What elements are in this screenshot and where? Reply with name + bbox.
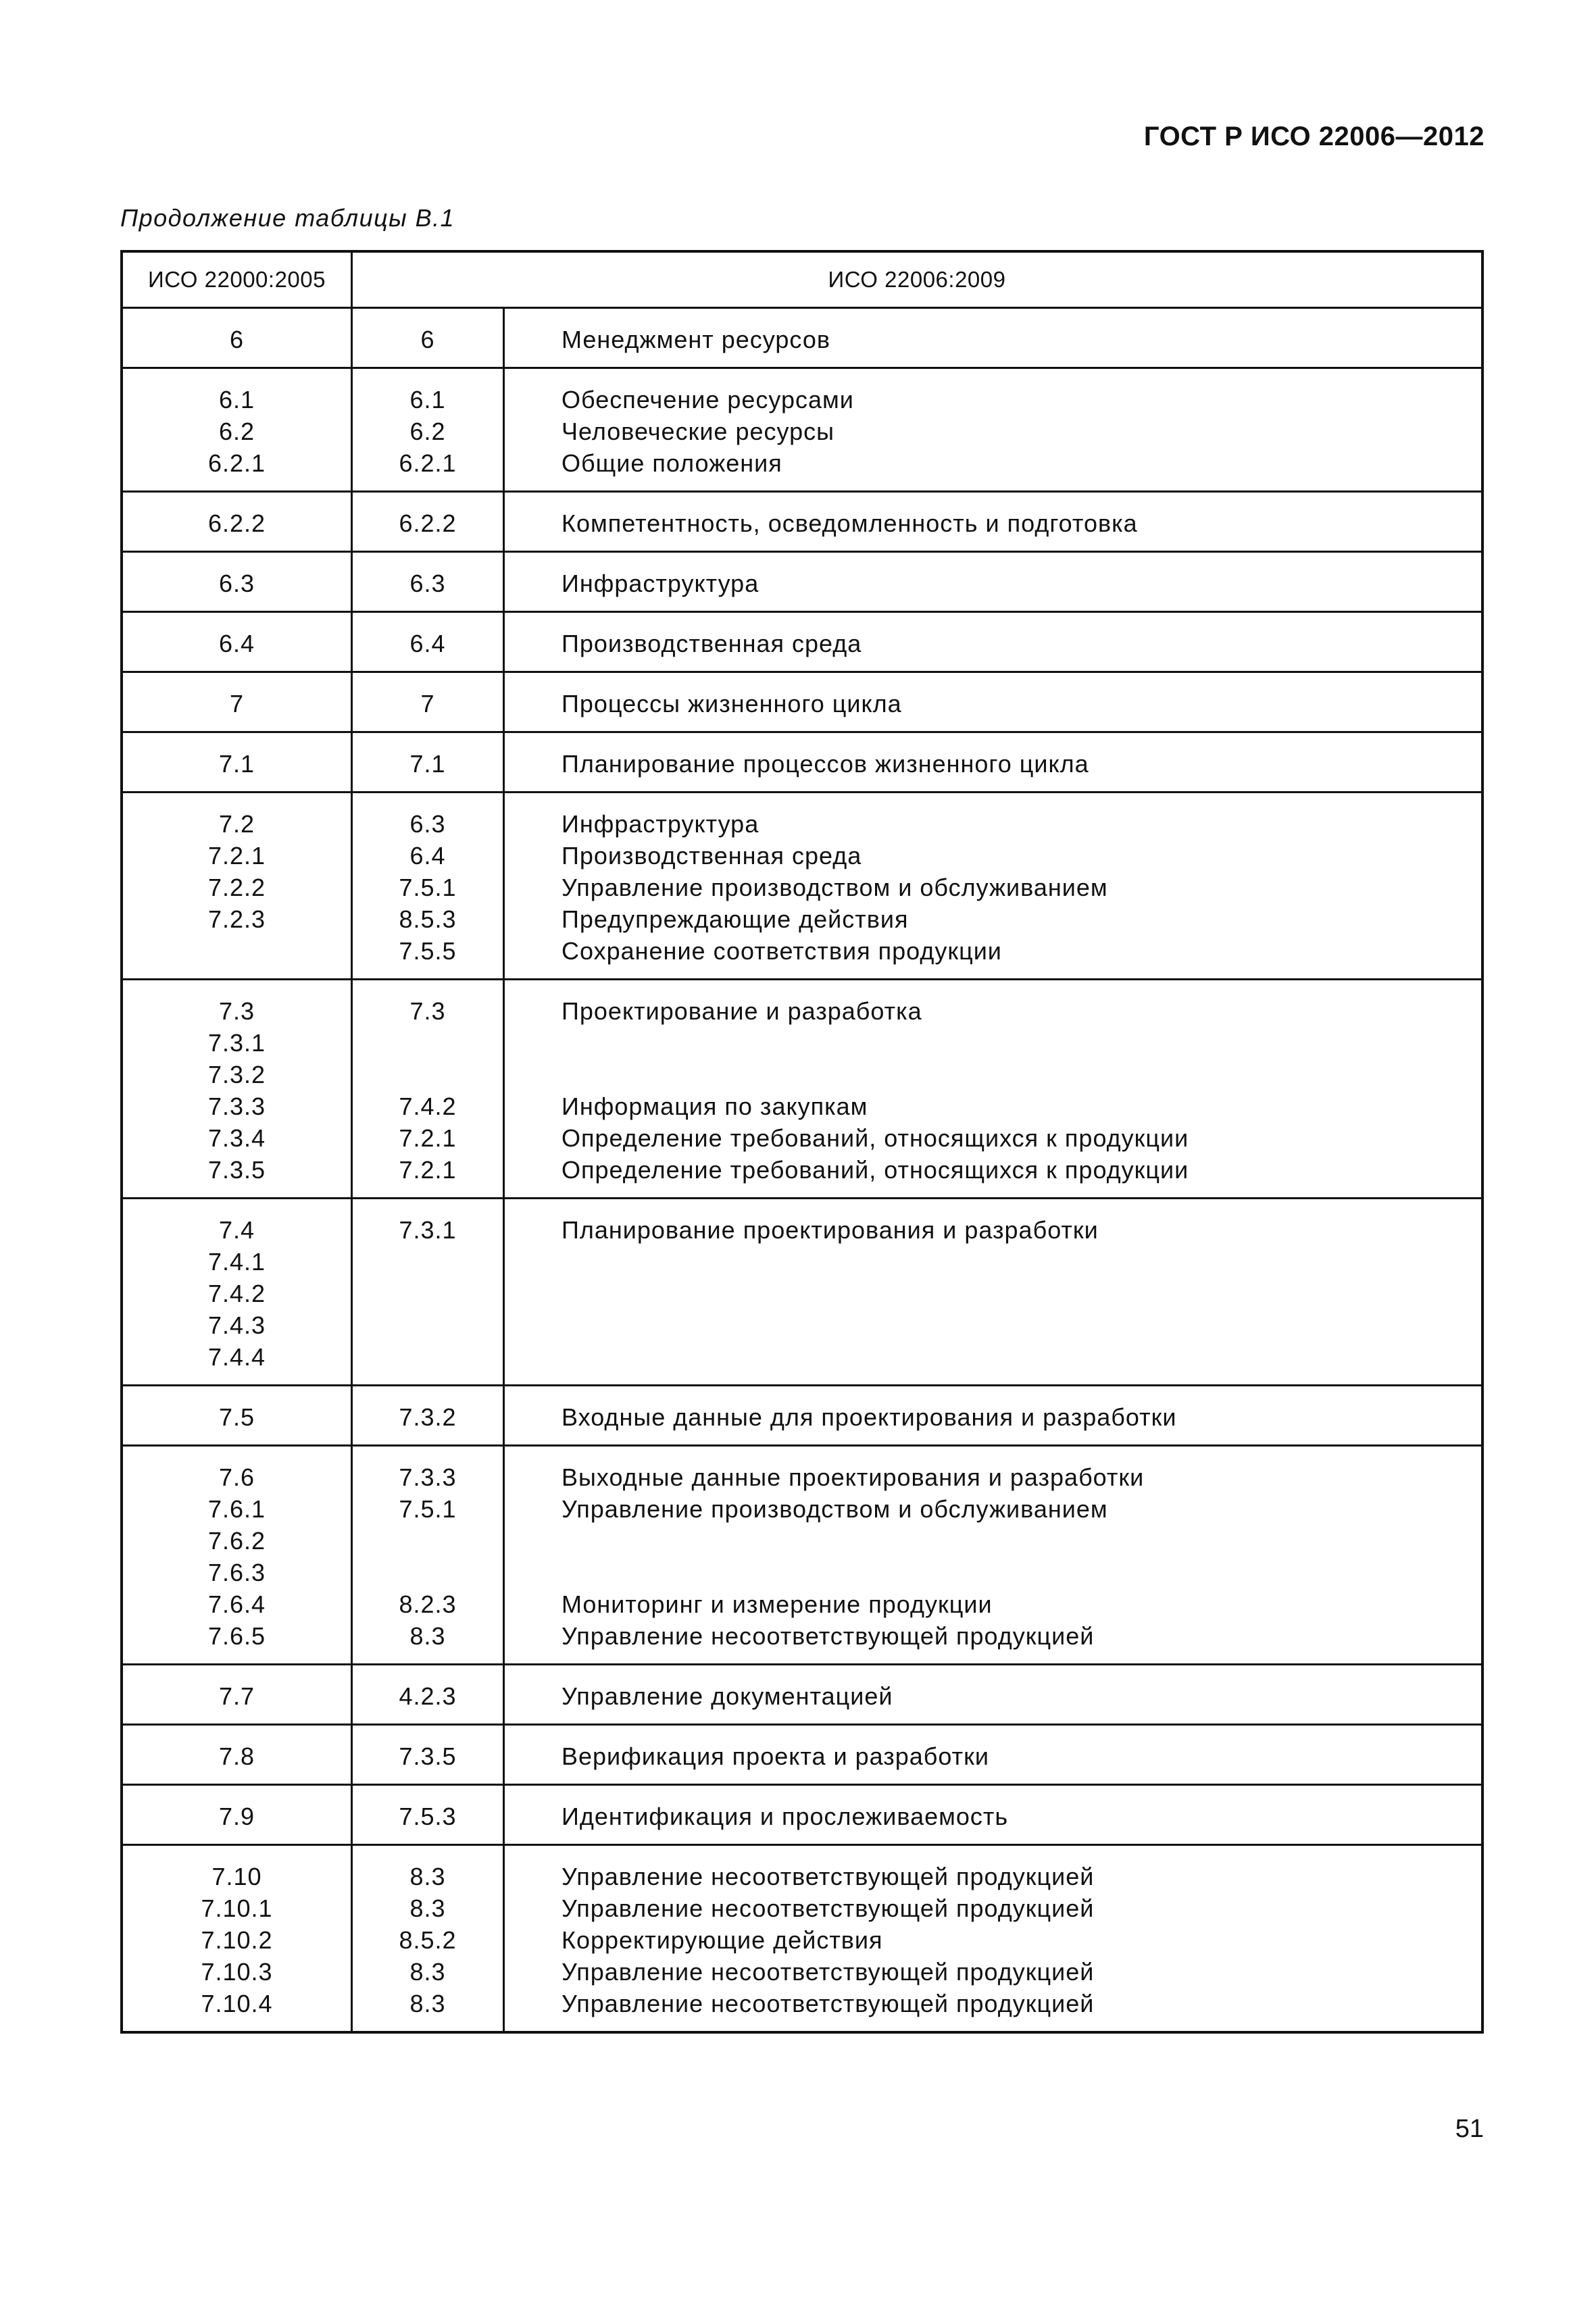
iso-22006-clause-cell <box>352 552 504 612</box>
cell-line: 6.3 <box>218 570 255 597</box>
table-row <box>122 368 1482 492</box>
cell-line: 7.4.2 <box>207 1280 266 1307</box>
cell-line: 6.2 <box>218 418 255 445</box>
table-row <box>122 612 1482 672</box>
iso-22006-clause-cell <box>352 612 504 672</box>
clause-title-cell <box>504 1199 1483 1386</box>
cell-line: 7.5.3 <box>399 1803 457 1830</box>
cell-line: 7.2.1 <box>207 842 266 870</box>
cell-line: Процессы жизненного цикла <box>562 690 902 718</box>
cell-line <box>353 1278 503 1309</box>
cell-line <box>562 1557 1480 1588</box>
cell-line: 7.4.2 <box>399 1092 457 1120</box>
iso-22006-clause-cell <box>352 1199 504 1386</box>
cell-line: Входные данные для проектирования и разработки <box>562 1403 1177 1431</box>
cell-line: Менеджмент ресурсов <box>562 326 830 353</box>
iso-22000-clause-cell <box>122 1386 352 1446</box>
iso-22006-clause-cell <box>352 308 504 368</box>
correspondence-table <box>120 250 1484 2034</box>
cell-line: Мониторинг и измерение продукции <box>562 1590 993 1618</box>
cell-line: 7.2.1 <box>399 1156 457 1184</box>
iso-22006-clause-cell <box>352 1725 504 1785</box>
iso-22006-clause-cell <box>352 368 504 492</box>
table-row <box>122 793 1482 980</box>
iso-22006-clause-cell <box>352 1446 504 1665</box>
iso-22006-clause-cell <box>352 1845 504 2033</box>
cell-line: 7.10.2 <box>201 1926 273 1954</box>
cell-line <box>562 1278 1480 1309</box>
cell-line: Управление производством и обслуживанием <box>562 874 1108 901</box>
cell-line: Предупреждающие действия <box>562 905 909 933</box>
cell-line: Определение требований, относящихся к продукции <box>562 1156 1189 1184</box>
cell-line: Проектирование и разработка <box>562 997 922 1025</box>
iso-22000-clause-cell <box>122 793 352 980</box>
cell-line: Производственная среда <box>562 842 862 870</box>
iso-22000-clause-cell <box>122 980 352 1199</box>
cell-line: 7 <box>229 690 245 718</box>
table-caption: Продолжение таблицы В.1 <box>120 204 455 232</box>
table-row <box>122 732 1482 793</box>
cell-line: Управление несоответствующей продукцией <box>562 1990 1095 2017</box>
cell-line <box>353 1309 503 1341</box>
clause-title-cell <box>504 1386 1483 1446</box>
iso-22006-clause-cell <box>352 1785 504 1845</box>
table-row <box>122 492 1482 552</box>
cell-line: 6.1 <box>218 386 255 413</box>
table-body <box>122 308 1482 2033</box>
cell-line: 8.2.3 <box>399 1590 457 1618</box>
cell-line <box>353 1341 503 1373</box>
clause-title-cell <box>504 1725 1483 1785</box>
cell-line: 7.6.1 <box>207 1495 266 1523</box>
table-header-row <box>122 251 1482 308</box>
clause-title-cell <box>504 980 1483 1199</box>
cell-line: 7.3.4 <box>207 1124 266 1152</box>
cell-line <box>562 1246 1480 1278</box>
iso-22000-clause-cell <box>122 1446 352 1665</box>
iso-22000-clause-cell <box>122 492 352 552</box>
iso-22006-clause-cell <box>352 492 504 552</box>
cell-line: 7.5.1 <box>399 874 457 901</box>
cell-line: 7.6.3 <box>207 1559 266 1586</box>
cell-line: Компетентность, осведомленность и подготовка <box>562 509 1138 537</box>
cell-line: 4.2.3 <box>399 1682 457 1710</box>
clause-title-cell <box>504 552 1483 612</box>
cell-line: 7.4.3 <box>207 1311 266 1339</box>
cell-line: 6.4 <box>409 630 446 657</box>
clause-title-cell <box>504 368 1483 492</box>
cell-line <box>562 1309 1480 1341</box>
clause-title-cell <box>504 793 1483 980</box>
iso-22006-clause-cell <box>352 672 504 732</box>
cell-line: Человеческие ресурсы <box>562 418 834 445</box>
cell-line: 7.3.2 <box>399 1403 457 1431</box>
cell-line: Инфраструктура <box>562 570 759 597</box>
cell-line: 7.3 <box>409 997 446 1025</box>
cell-line <box>353 1246 503 1278</box>
cell-line: 7.9 <box>218 1803 255 1830</box>
cell-line: 7.3.1 <box>207 1029 266 1057</box>
cell-line: 6.2.1 <box>399 449 457 477</box>
cell-line: 6.3 <box>409 810 446 838</box>
cell-line: 7.3.5 <box>207 1156 266 1184</box>
cell-line: 7.4.4 <box>207 1343 266 1371</box>
cell-line: 8.3 <box>409 1990 446 2017</box>
table-row <box>122 1785 1482 1845</box>
cell-line: Информация по закупкам <box>562 1092 868 1120</box>
cell-line: 6.1 <box>409 386 446 413</box>
cell-line: 6.2.2 <box>399 509 457 537</box>
cell-line: 7.1 <box>409 750 446 778</box>
clause-title-cell <box>504 672 1483 732</box>
cell-line: Сохранение соответствия продукции <box>562 937 1002 965</box>
iso-22000-clause-cell <box>122 1845 352 2033</box>
cell-line: Управление несоответствующей продукцией <box>562 1863 1095 1890</box>
cell-line: 8.3 <box>409 1622 446 1650</box>
table-row <box>122 672 1482 732</box>
iso-22000-clause-cell <box>122 672 352 732</box>
table-row <box>122 308 1482 368</box>
column-header-iso-22006: ИСО 22006:2009 <box>352 251 1483 308</box>
clause-title-cell <box>504 612 1483 672</box>
cell-line: Планирование проектирования и разработки <box>562 1216 1099 1244</box>
iso-22006-clause-cell <box>352 980 504 1199</box>
iso-22000-clause-cell <box>122 612 352 672</box>
table-row <box>122 1386 1482 1446</box>
cell-line <box>123 935 351 967</box>
iso-22006-clause-cell <box>352 793 504 980</box>
document-id: ГОСТ Р ИСО 22006—2012 <box>1143 122 1485 151</box>
cell-line: Идентификация и прослеживаемость <box>562 1803 1009 1830</box>
cell-line: Управление документацией <box>562 1682 893 1710</box>
cell-line <box>353 1059 503 1090</box>
cell-line <box>353 1525 503 1557</box>
cell-line: 6.2.2 <box>207 509 266 537</box>
cell-line: 8.5.2 <box>399 1926 457 1954</box>
cell-line: 7.3.2 <box>207 1061 266 1088</box>
cell-line: Управление производством и обслуживанием <box>562 1495 1108 1523</box>
cell-line: Обеспечение ресурсами <box>562 386 854 413</box>
cell-line: 7 <box>420 690 435 718</box>
cell-line: 7.2.3 <box>207 905 266 933</box>
cell-line: 6.3 <box>409 570 446 597</box>
cell-line <box>562 1525 1480 1557</box>
cell-line: Производственная среда <box>562 630 862 657</box>
cell-line: 6.4 <box>409 842 446 870</box>
clause-title-cell <box>504 492 1483 552</box>
cell-line: Управление несоответствующей продукцией <box>562 1622 1095 1650</box>
column-header-iso-22000: ИСО 22000:2005 <box>122 251 352 308</box>
cell-line: 7.5 <box>218 1403 255 1431</box>
iso-22006-clause-cell <box>352 732 504 793</box>
cell-line <box>353 1027 503 1059</box>
cell-line: 7.6.2 <box>207 1527 266 1555</box>
iso-22000-clause-cell <box>122 1785 352 1845</box>
cell-line: 7.8 <box>218 1742 255 1770</box>
cell-line <box>353 1557 503 1588</box>
cell-line: 7.5.5 <box>399 937 457 965</box>
cell-line: Управление несоответствующей продукцией <box>562 1958 1095 1986</box>
iso-22006-clause-cell <box>352 1665 504 1725</box>
page-number: 51 <box>1455 2115 1484 2143</box>
cell-line: 7.3.3 <box>399 1463 457 1491</box>
cell-line: 6 <box>420 326 435 353</box>
cell-line <box>562 1027 1480 1059</box>
cell-line: 7.2.1 <box>399 1124 457 1152</box>
cell-line: 7.6.5 <box>207 1622 266 1650</box>
cell-line: 7.10 <box>211 1863 262 1890</box>
cell-line: 7.2.2 <box>207 874 266 901</box>
table-row <box>122 552 1482 612</box>
clause-title-cell <box>504 308 1483 368</box>
cell-line: 7.4.1 <box>207 1248 266 1276</box>
cell-line: 6 <box>229 326 245 353</box>
cell-line: 7.10.1 <box>201 1894 273 1922</box>
cell-line <box>562 1059 1480 1090</box>
cell-line: 7.10.3 <box>201 1958 273 1986</box>
cell-line: Планирование процессов жизненного цикла <box>562 750 1089 778</box>
table-row <box>122 1725 1482 1785</box>
table-row <box>122 1199 1482 1386</box>
cell-line: 7.10.4 <box>201 1990 273 2017</box>
cell-line <box>562 1341 1480 1373</box>
cell-line: 7.3.5 <box>399 1742 457 1770</box>
cell-line: 8.5.3 <box>399 905 457 933</box>
table-row <box>122 1845 1482 2033</box>
iso-22000-clause-cell <box>122 552 352 612</box>
iso-22000-clause-cell <box>122 732 352 793</box>
cell-line: Общие положения <box>562 449 782 477</box>
iso-22000-clause-cell <box>122 1665 352 1725</box>
cell-line: 7.6.4 <box>207 1590 266 1618</box>
cell-line: 7.2 <box>218 810 255 838</box>
clause-title-cell <box>504 1845 1483 2033</box>
cell-line: 6.4 <box>218 630 255 657</box>
iso-22006-clause-cell <box>352 1386 504 1446</box>
cell-line: Выходные данные проектирования и разработки <box>562 1463 1145 1491</box>
iso-22000-clause-cell <box>122 1199 352 1386</box>
table-row <box>122 1446 1482 1665</box>
clause-title-cell <box>504 732 1483 793</box>
cell-line: 7.4 <box>218 1216 255 1244</box>
cell-line: 7.3 <box>218 997 255 1025</box>
cell-line: 8.3 <box>409 1863 446 1890</box>
clause-title-cell <box>504 1446 1483 1665</box>
cell-line: Определение требований, относящихся к продукции <box>562 1124 1189 1152</box>
iso-22000-clause-cell <box>122 1725 352 1785</box>
cell-line: 7.3.1 <box>399 1216 457 1244</box>
clause-title-cell <box>504 1785 1483 1845</box>
cell-line: 6.2.1 <box>207 449 266 477</box>
iso-22000-clause-cell <box>122 308 352 368</box>
cell-line: Верификация проекта и разработки <box>562 1742 989 1770</box>
cell-line: 7.1 <box>218 750 255 778</box>
table-row <box>122 1665 1482 1725</box>
cell-line: 6.2 <box>409 418 446 445</box>
iso-22000-clause-cell <box>122 368 352 492</box>
cell-line: 8.3 <box>409 1894 446 1922</box>
cell-line: Корректирующие действия <box>562 1926 883 1954</box>
cell-line: Инфраструктура <box>562 810 759 838</box>
cell-line: 7.3.3 <box>207 1092 266 1120</box>
table-row <box>122 980 1482 1199</box>
cell-line: 7.6 <box>218 1463 255 1491</box>
cell-line: 7.5.1 <box>399 1495 457 1523</box>
cell-line: Управление несоответствующей продукцией <box>562 1894 1095 1922</box>
cell-line: 8.3 <box>409 1958 446 1986</box>
cell-line: 7.7 <box>218 1682 255 1710</box>
clause-title-cell <box>504 1665 1483 1725</box>
